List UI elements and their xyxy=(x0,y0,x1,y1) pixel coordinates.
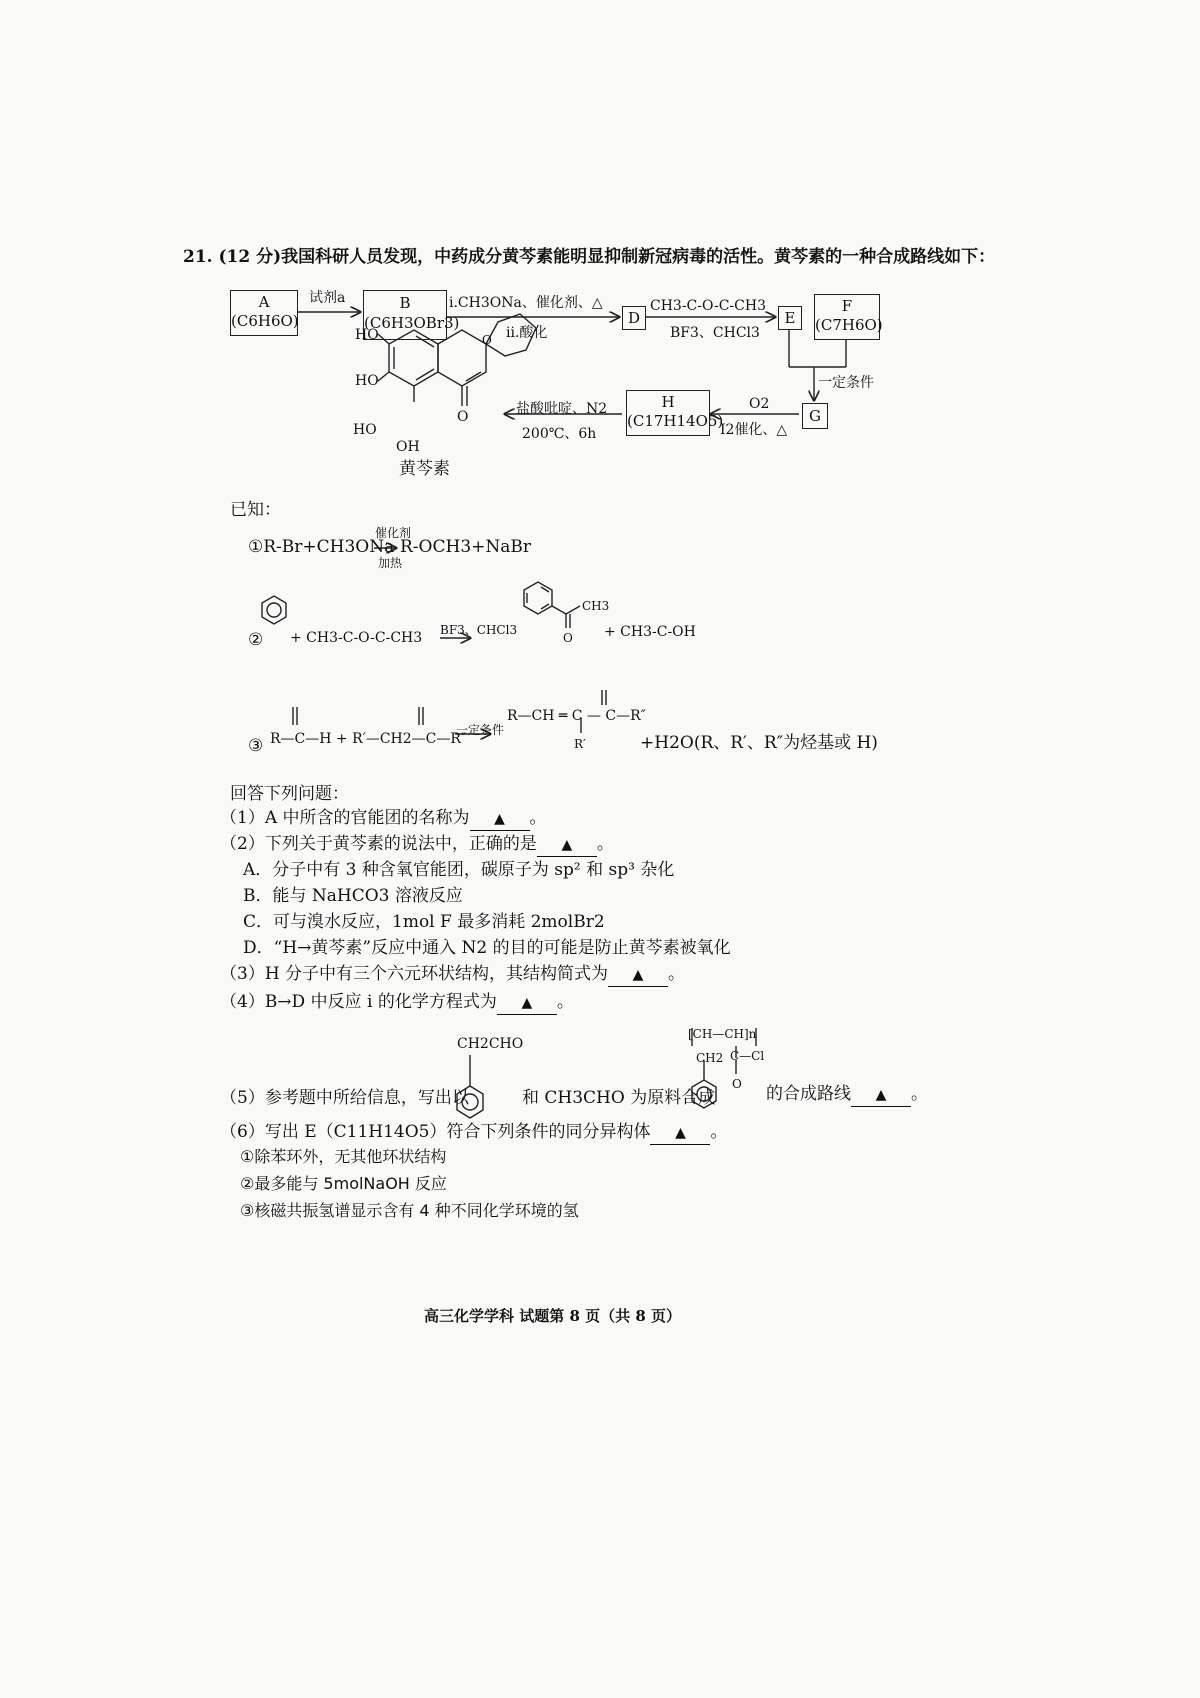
compound-E-label: E xyxy=(784,309,796,327)
reagent-DE-top: CH3-C-O-C-CH3 xyxy=(650,298,766,314)
compound-A-label: A xyxy=(258,293,270,311)
known-r2-num: ② xyxy=(248,630,264,650)
answer-blank-5[interactable]: ▲ xyxy=(851,1083,911,1107)
known-title: 已知： xyxy=(230,500,281,520)
q5-ch2cho-label: CH2CHO xyxy=(457,1036,524,1052)
option-B: B．能与 NaHCO3 溶液反应 xyxy=(243,886,463,906)
compound-B-label: B xyxy=(399,294,411,312)
question-3-text: （3）H 分子中有三个六元环状结构，其结构简式为 xyxy=(220,964,609,984)
known-r3-substituent: R′ xyxy=(574,737,586,751)
product-O-carbonyl: O xyxy=(457,409,469,425)
question-2-text: （2）下列关于黄芩素的说法中，正确的是 xyxy=(220,834,537,854)
known-r2-reagent: + CH3-C-O-C-CH3 xyxy=(290,630,423,646)
reagent-GH-top: O2 xyxy=(749,396,770,412)
baicalein-structure xyxy=(378,314,536,406)
compound-F-formula: (C7H6O) xyxy=(815,316,883,334)
question-5c-text: 的合成路线 xyxy=(766,1084,851,1104)
compound-B-formula: (C6H3OBr3) xyxy=(364,314,460,332)
question-header: 21. (12 分)我国科研人员发现，中药成分黄芩素能明显抑制新冠病毒的活性。黄芩素的一种合成路线如下： xyxy=(183,247,996,267)
known-r1-cond-bottom: 加热 xyxy=(378,556,403,570)
known-r2-prod-ch3: CH3 xyxy=(582,599,610,613)
question-5a: （5）参考题中所给信息，写出以 xyxy=(220,1088,469,1108)
compound-H-formula: (C17H14O5) xyxy=(627,412,724,430)
reagent-EF-condition: 一定条件 xyxy=(818,375,874,391)
known-r1-cond-top: 催化剂 xyxy=(375,526,412,540)
option-D: D．“H→黄芩素”反应中通入 N2 的目的可能是防止黄芩素被氧化 xyxy=(243,938,731,958)
question-4-text: （4）B→D 中反应 i 的化学方程式为 xyxy=(220,992,497,1012)
benzene-r2 xyxy=(262,596,286,624)
known-r2-prod-o: O xyxy=(563,631,573,645)
page-footer: 高三化学学科 试题第 8 页（共 8 页） xyxy=(424,1307,681,1325)
q5-polymer-top: [CH—CH]n xyxy=(688,1027,757,1041)
compound-F-label: F xyxy=(841,297,853,315)
product-HO-2: HO xyxy=(355,373,379,389)
known-r2-byproduct: + CH3-C-OH xyxy=(604,624,696,640)
compound-D-label: D xyxy=(627,309,641,327)
question-1: （1）A 中所含的官能团的名称为 ▲ 。 xyxy=(220,807,547,831)
reagent-a: 试剂a xyxy=(309,290,346,306)
known-r1-left: ①R-Br+CH3ONa xyxy=(248,537,395,557)
q6-condition-3: ③核磁共振氢谱显示含有 4 种不同化学环境的氢 xyxy=(240,1201,579,1220)
question-6: （6）写出 E（C11H14O5）符合下列条件的同分异构体 ▲ 。 xyxy=(220,1121,727,1145)
known-r3-tail: +H2O(R、R′、R″为烃基或 H) xyxy=(640,733,878,753)
product-OH: OH xyxy=(396,439,420,455)
known-r3-cond: 一定条件 xyxy=(456,723,505,737)
known-r3-left: R—C—H + R′—CH2—C—R″ xyxy=(270,731,467,747)
reagent-H-bottom: 200℃、6h xyxy=(522,426,597,442)
questions-intro: 回答下列问题： xyxy=(230,784,349,804)
known-r3-num: ③ xyxy=(248,736,264,756)
acetophenone-ring xyxy=(524,582,552,614)
question-6-text: （6）写出 E（C11H14O5）符合下列条件的同分异构体 xyxy=(220,1122,651,1142)
reagent-H-top: 盐酸吡啶、N2 xyxy=(516,401,608,417)
reagent-DE-bottom: BF3、CHCl3 xyxy=(670,325,760,341)
product-HO-3: HO xyxy=(353,422,377,438)
product-HO-1: HO xyxy=(355,327,379,343)
q5-polymer-ch2: CH2 xyxy=(696,1051,724,1065)
q6-condition-2: ②最多能与 5molNaOH 反应 xyxy=(240,1174,447,1193)
option-A: A．分子中有 3 种含氧官能团，碳原子为 sp² 和 sp³ 杂化 xyxy=(243,860,675,880)
known-r2-cond: BF3、CHCl3 xyxy=(440,623,518,637)
answer-blank-6[interactable]: ▲ xyxy=(650,1121,710,1145)
compound-H-label: H xyxy=(661,393,675,411)
answer-blank-4[interactable]: ▲ xyxy=(497,991,557,1015)
product-name: 黄芩素 xyxy=(399,459,450,479)
question-2: （2）下列关于黄芩素的说法中，正确的是 ▲ 。 xyxy=(220,833,614,857)
q5-polymer-o: O xyxy=(732,1077,742,1091)
compound-G-label: G xyxy=(809,407,821,425)
product-O-ring: O xyxy=(482,333,492,347)
compound-A-formula: (C6H6O) xyxy=(231,312,299,330)
q6-condition-1: ①除苯环外，无其他环状结构 xyxy=(240,1147,447,1166)
known-r1-right: R-OCH3+NaBr xyxy=(400,537,532,557)
answer-blank-3[interactable]: ▲ xyxy=(608,963,668,987)
answer-blank-1[interactable]: ▲ xyxy=(470,807,530,831)
question-5c: 的合成路线 ▲ 。 xyxy=(766,1083,928,1107)
reagent-BD-top: i.CH3ONa、催化剂、△ xyxy=(449,295,603,311)
question-1-text: （1）A 中所含的官能团的名称为 xyxy=(220,808,470,828)
answer-blank-2[interactable]: ▲ xyxy=(537,833,597,857)
known-r3-right: R—CH ═ C — C—R″ xyxy=(507,708,646,724)
question-5b: 和 CH3CHO 为原料合成 xyxy=(522,1088,716,1108)
q5-polymer-c: C—Cl xyxy=(730,1049,765,1063)
reagent-BD-bottom: ii.酸化 xyxy=(506,325,548,341)
reagent-GH-bottom: I2催化、△ xyxy=(720,422,788,438)
question-3: （3）H 分子中有三个六元环状结构，其结构简式为 ▲ 。 xyxy=(220,963,685,987)
option-C: C．可与溴水反应，1mol F 最多消耗 2molBr2 xyxy=(243,912,605,932)
question-4: （4）B→D 中反应 i 的化学方程式为 ▲ 。 xyxy=(220,991,574,1015)
